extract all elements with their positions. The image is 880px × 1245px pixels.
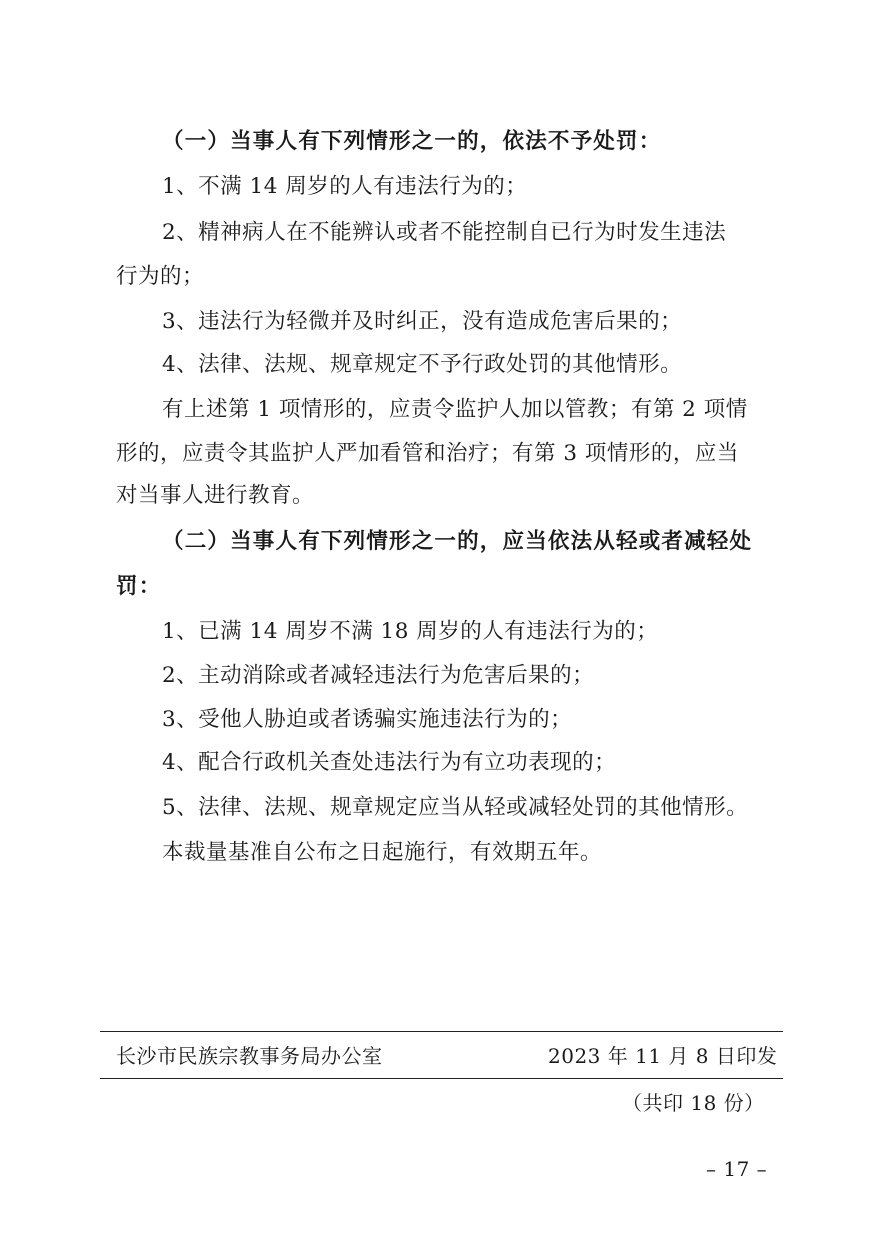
footer-date: 2023 年 11 月 8 日印发: [548, 1044, 778, 1068]
section2-item-1: 1、已满 14 周岁不满 18 周岁的人有违法行为的；: [162, 619, 659, 644]
page-number: – 17 –: [706, 1157, 768, 1181]
section2-heading-line2: 罚：: [116, 574, 162, 599]
footer-copies: （共印 18 份）: [622, 1091, 765, 1115]
section2-heading-line1: （二）当事人有下列情形之一的，应当依法从轻或者减轻处: [162, 529, 753, 554]
section2-item-2: 2、主动消除或者减轻违法行为危害后果的；: [162, 663, 595, 688]
section1-item-4: 4、法律、法规、规章规定不予行政处罚的其他情形。: [162, 352, 683, 377]
section2-item-3: 3、受他人胁迫或者诱骗实施违法行为的；: [162, 707, 573, 732]
footer-office: 长沙市民族宗教事务局办公室: [116, 1044, 383, 1068]
section1-note-line3: 对当事人进行教育。: [116, 483, 315, 508]
section1-item-2-line1: 2、精神病人在不能辨认或者不能控制自已行为时发生违法: [162, 220, 727, 245]
section1-item-2-line2: 行为的；: [116, 264, 205, 289]
section2-item-5: 5、法律、法规、规章规定应当从轻或减轻处罚的其他情形。: [162, 795, 749, 820]
section1-note-line1: 有上述第 1 项情形的，应责令监护人加以管教；有第 2 项情: [162, 397, 748, 422]
section1-item-3: 3、违法行为轻微并及时纠正，没有造成危害后果的；: [162, 309, 683, 334]
section1-note-line2: 形的，应责令其监护人严加看管和治疗；有第 3 项情形的，应当: [116, 441, 739, 466]
effective-statement: 本裁量基准自公布之日起施行，有效期五年。: [162, 840, 603, 865]
section2-item-4: 4、配合行政机关查处违法行为有立功表现的；: [162, 750, 617, 775]
footer-bottom-rule: [100, 1078, 783, 1079]
section1-item-1: 1、不满 14 周岁的人有违法行为的；: [162, 174, 528, 199]
section1-heading: （一）当事人有下列情形之一的，依法不予处罚：: [162, 129, 662, 154]
footer-top-rule: [100, 1031, 783, 1032]
